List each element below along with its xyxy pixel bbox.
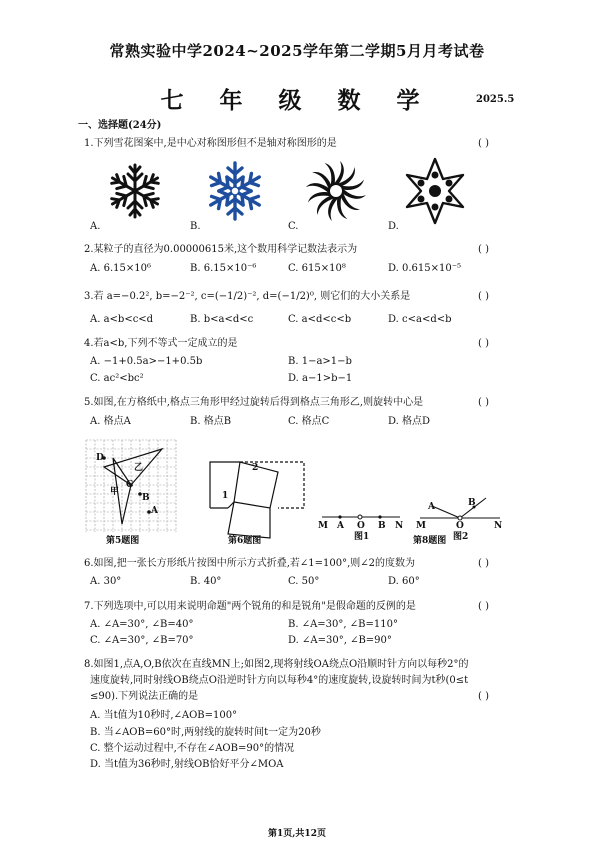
q5-answer-blank[interactable]: ( ): [478, 397, 489, 408]
q3-option-d[interactable]: D. c<a<d<b: [388, 314, 452, 325]
fig8b-label-m: M: [416, 521, 426, 531]
q6-option-c[interactable]: C. 50°: [288, 576, 320, 587]
q4-option-b[interactable]: B. 1−a>1−b: [288, 356, 352, 367]
q1-answer-blank[interactable]: ( ): [478, 138, 489, 149]
school-title: 常熟实验中学2024~2025学年第二学期5月月考试卷: [109, 42, 485, 60]
q3-option-a[interactable]: A. a<b<c<d: [90, 314, 154, 325]
fig5-label-yi: 乙: [134, 463, 144, 473]
q2-option-b[interactable]: B. 6.15×10⁻⁶: [190, 263, 257, 274]
fig8b-label-b: B: [468, 498, 476, 508]
fig8b-label-n: N: [494, 521, 503, 531]
fig5-label-b: B: [142, 493, 150, 503]
q2-answer-blank[interactable]: ( ): [478, 244, 489, 255]
q8-stem-line1: 8.如图1,点A,O,B依次在直线MN上;如图2,现将射线OA绕点O沿顺时针方向以每秒2°的: [84, 659, 469, 670]
q3-answer-blank[interactable]: ( ): [478, 291, 489, 302]
q4-option-d[interactable]: D. a−1>b−1: [288, 373, 353, 384]
q7-option-c[interactable]: C. ∠A=30°, ∠B=70°: [90, 635, 194, 646]
q5-option-d[interactable]: D. 格点D: [388, 416, 431, 427]
q8-option-b[interactable]: B. 当∠AOB=60°时,两射线的旋转时间t一定为20秒: [90, 727, 321, 738]
snowflake-d-icon: [400, 157, 470, 225]
fig8b-label-o: O: [456, 521, 464, 531]
q7-answer-blank[interactable]: ( ): [478, 601, 489, 612]
fig6-angle-1: 1: [222, 491, 229, 501]
fig8a-label-m: M: [318, 521, 328, 531]
q7-stem: 7.下列选项中,可以用来说明命题"两个锐角的和是锐角"是假命题的反例的是: [84, 601, 416, 612]
q7-option-a[interactable]: A. ∠A=30°, ∠B=40°: [90, 619, 194, 630]
q3-option-c[interactable]: C. a<d<c<b: [288, 314, 352, 325]
q5-stem: 5.如图,在方格纸中,格点三角形甲经过旋转后得到格点三角形乙,则旋转中心是: [84, 397, 424, 408]
fig8a-label-n: N: [395, 521, 404, 531]
fig5-label-c: C: [126, 480, 134, 490]
fig8a-label-a: A: [337, 521, 344, 531]
q5-option-c[interactable]: C. 格点C: [288, 416, 330, 427]
q6-option-d[interactable]: D. 60°: [388, 576, 420, 587]
q3-option-b[interactable]: B. b<a<d<c: [190, 314, 254, 325]
exam-date: 2025.5: [476, 94, 515, 105]
page-footer: 第1页,共12页: [268, 829, 326, 839]
fig8b-label-a: A: [428, 502, 435, 512]
fig8a-label-o: O: [357, 521, 365, 531]
q1-option-c[interactable]: C.: [288, 221, 299, 232]
fig8b-caption: 图2: [453, 532, 469, 542]
q8-option-c[interactable]: C. 整个运动过程中,不存在∠AOB=90°的情况: [90, 743, 295, 754]
snowflake-b-icon: [203, 158, 267, 224]
q5-option-a[interactable]: A. 格点A: [90, 416, 131, 427]
fig5-label-a: A: [151, 506, 158, 516]
q4-option-a[interactable]: A. −1+0.5a>−1+0.5b: [90, 356, 203, 367]
fig6-caption: 第6题图: [228, 536, 262, 546]
q1-option-a[interactable]: A.: [90, 221, 101, 232]
fig5-label-d: D: [96, 453, 104, 463]
q4-answer-blank[interactable]: ( ): [478, 338, 489, 349]
q8-answer-blank[interactable]: ( ): [478, 691, 489, 702]
snowflake-a-icon: [103, 160, 167, 222]
q1-option-d[interactable]: D.: [388, 221, 399, 232]
q8-option-a[interactable]: A. 当t值为10秒时,∠AOB=100°: [90, 710, 238, 721]
subject-title: 七 年 级 数 学: [160, 87, 434, 114]
q2-option-c[interactable]: C. 615×10⁸: [288, 263, 346, 274]
q2-option-a[interactable]: A. 6.15×10⁶: [90, 263, 151, 274]
fig8a-caption: 图1: [354, 532, 370, 542]
q6-answer-blank[interactable]: ( ): [478, 558, 489, 569]
q8-stem-line2: 速度旋转,同时射线OB绕点O沿逆时针方向以每秒4°的速度旋转,设旋转时间为t秒(0≤t: [90, 675, 469, 686]
q2-stem: 2.某粒子的直径为0.00000615米,这个数用科学记数法表示为: [84, 244, 358, 255]
q6-option-a[interactable]: A. 30°: [90, 576, 122, 587]
q8-stem-line3: ≤90).下列说法正确的是: [90, 691, 199, 702]
q1-option-b[interactable]: B.: [190, 221, 201, 232]
fig5-label-jia: 甲: [110, 487, 120, 497]
q7-option-d[interactable]: D. ∠A=30°, ∠B=90°: [288, 635, 392, 646]
q6-option-b[interactable]: B. 40°: [190, 576, 222, 587]
q6-stem: 6.如图,把一张长方形纸片按图中所示方式折叠,若∠1=100°,则∠2的度数为: [84, 558, 416, 569]
fig5-caption: 第5题图: [106, 536, 140, 546]
section-title: 一、选择题(24分): [78, 120, 162, 131]
snowflake-c-icon: [303, 160, 369, 222]
q1-stem: 1.下列雪花图案中,是中心对称图形但不是轴对称图形的是: [84, 138, 337, 149]
q4-option-c[interactable]: C. ac²<bc²: [90, 373, 144, 384]
q5-option-b[interactable]: B. 格点B: [190, 416, 232, 427]
fig8a-label-b: B: [378, 521, 386, 531]
q7-option-b[interactable]: B. ∠A=30°, ∠B=110°: [288, 619, 398, 630]
fig6-angle-2: 2: [252, 463, 259, 473]
q2-option-d[interactable]: D. 0.615×10⁻⁵: [388, 263, 462, 274]
q4-stem: 4.若a<b,下列不等式一定成立的是: [84, 338, 238, 349]
q8-option-d[interactable]: D. 当t值为36秒时,射线OB恰好平分∠MOA: [90, 759, 284, 770]
q3-stem: 3.若 a=−0.2², b=−2⁻², c=(−1/2)⁻², d=(−1/2)⁰, 则它们的大小关系是: [84, 291, 411, 302]
fig8-caption: 第8题图: [413, 536, 447, 546]
